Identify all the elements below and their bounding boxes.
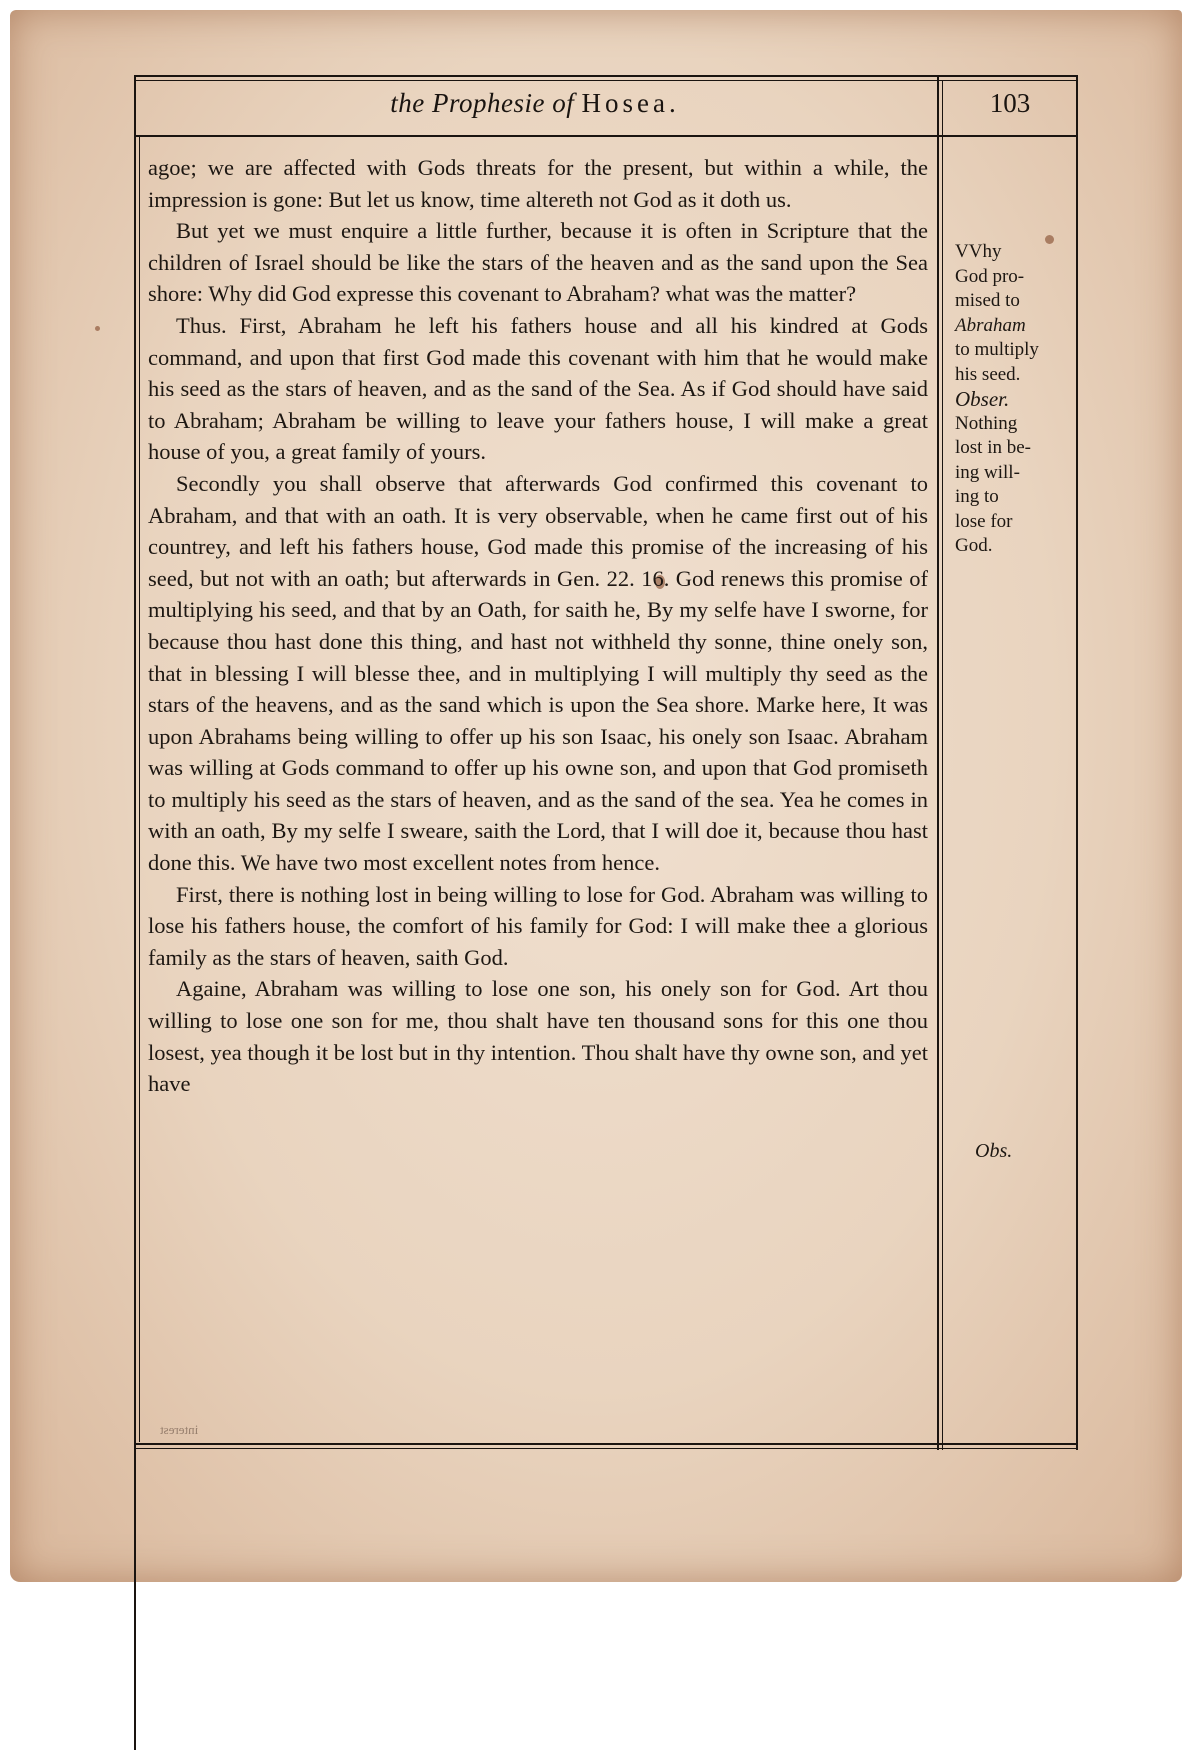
margin-note-obs: Obs. — [975, 1140, 1013, 1162]
paragraph: agoe; we are affected with Gods threats for the present, but within a while, the impression is gone: But let us know, time altereth not God as it doth us. — [148, 155, 928, 212]
margin-note-line: God pro- — [955, 265, 1025, 287]
bottom-rule-thin — [134, 1448, 1078, 1449]
right-rule — [1076, 75, 1078, 1450]
margin-note-line: ing will- — [955, 461, 1020, 483]
margin-note-line: Obser. — [955, 387, 1010, 411]
left-rule — [134, 75, 136, 1750]
column-rule-thin — [942, 80, 943, 1450]
margin-note — [955, 240, 1073, 559]
body-text — [148, 152, 928, 1100]
running-head — [150, 88, 920, 119]
bleed-through-text: interest — [160, 1422, 199, 1437]
column-rule — [937, 75, 939, 1450]
paragraph: Thus. First, Abraham he left his fathers house and all his kindred at Gods command, and upon that first God made this covenant with him that he would make his seed as the stars of heaven, and as the sand of the Sea. As if God should have said to Abraham; Abraham be willing to leave your fathers house, I will make a great house of you, a great family of yours. — [148, 312, 928, 465]
page-number: 103 — [989, 88, 1031, 118]
paragraph: Secondly you shall observe that afterwards God confirmed this covenant to Abraham, and that with an oath. It is very observable, when he came first out of his countrey, and left his fathers house, God made this promise of the increasing of his seed, but not with an oath; but afterwards in Gen. 22. 16. God renews this promise of multiplying his seed, and that by an Oath, for saith he, By my selfe have I sworne, for because thou hast done this thing, and hast not withheld thy sonne, thine onely son, that in blessing I will blesse thee, and in multiplying I will multiply thy seed as the stars of the heavens, and as the sand which is upon the Sea shore. Marke here, It was upon Abrahams being willing to offer up his son Isaac, his onely son Isaac. Abraham was willing at Gods command to offer up his owne son, and upon that God promiseth to multiply his seed as the stars of heaven, and as the sand of the sea. Yea he comes in with an oath, By my selfe I sweare, saith the Lord, that I will doe it, because thou hast done this. We have two most excellent notes from hence. — [148, 470, 928, 876]
paragraph: Againe, Abraham was willing to lose one son, his onely son for God. Art thou willing to lose one son for me, thou shalt have ten thousand sons for this one thou losest, yea though it be lost but in thy intention. Thou shalt have thy owne son, and yet have — [148, 976, 928, 1097]
left-rule-thin — [139, 137, 140, 1442]
margin-note-line: lose for — [955, 510, 1013, 532]
ink-stain — [95, 326, 100, 331]
bottom-rule — [134, 1443, 1078, 1445]
margin-note-line: his seed. — [955, 363, 1021, 385]
margin-note-line: Nothing — [955, 412, 1018, 434]
margin-note-line: God. — [955, 535, 993, 556]
margin-note-line: Abraham — [955, 314, 1026, 336]
margin-note-line: VVhy — [955, 241, 1002, 262]
running-head-italic: the Prophesie of — [390, 88, 575, 118]
running-head-caps: Hosea. — [581, 88, 680, 118]
margin-note-line: to multiply — [955, 339, 1039, 360]
margin-note-line: lost in be- — [955, 437, 1031, 458]
paragraph: First, there is nothing lost in being willing to lose for God. Abraham was willing to lose his fathers house, the comfort of his family for God: I will make thee a glorious family as the stars of heaven, saith God. — [148, 881, 928, 970]
margin-note-line: mised to — [955, 290, 1020, 311]
margin-note-line: ing to — [955, 486, 999, 507]
paragraph: But yet we must enquire a little further, because it is often in Scripture that the children of Israel should be like the stars of the heaven and as the sand upon the Sea shore: Why did God expresse this covenant to Abraham? what was the matter? — [148, 218, 928, 307]
